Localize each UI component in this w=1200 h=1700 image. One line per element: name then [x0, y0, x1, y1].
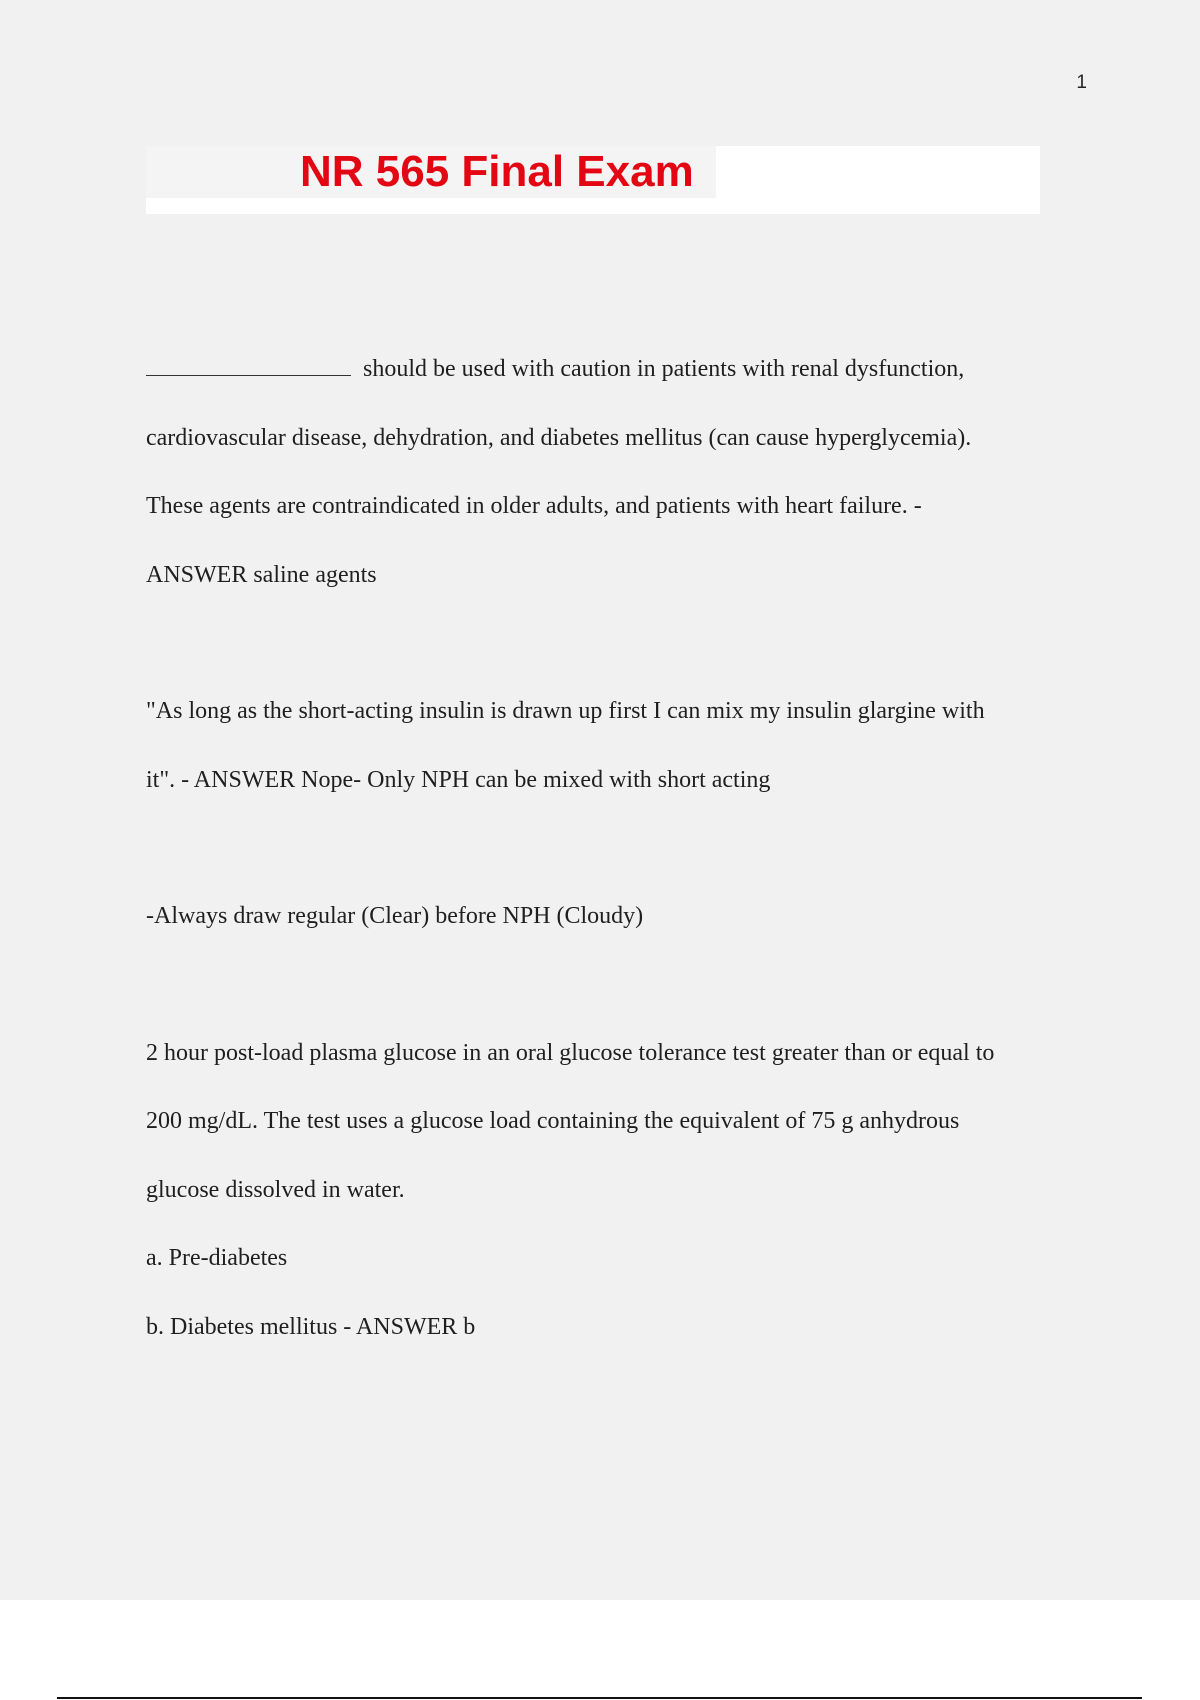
- question-line: 200 mg/dL. The test uses a glucose load containing the equivalent of 75 g anhydrous: [146, 1108, 960, 1134]
- question-block-4: [146, 1019, 1088, 1362]
- question-block-2: [146, 677, 1088, 814]
- spacer: [146, 814, 1088, 882]
- page-number: 1: [1076, 72, 1087, 93]
- question-text: should be used with caution in patients with renal dysfunction,: [363, 356, 965, 382]
- footer-divider: [57, 1697, 1142, 1699]
- option-a: a. Pre-diabetes: [146, 1245, 288, 1271]
- fill-in-blank: [146, 355, 351, 376]
- page-footer-area: [0, 1600, 1200, 1700]
- answer-line: ANSWER saline agents: [146, 561, 377, 588]
- question-line: glucose dissolved in water.: [146, 1176, 405, 1203]
- document-title: NR 565 Final Exam: [300, 147, 694, 196]
- question-line: These agents are contraindicated in older adults, and patients with heart failure. -: [146, 493, 922, 519]
- option-b-answer: b. Diabetes mellitus - ANSWER b: [146, 1313, 476, 1340]
- note-line: -Always draw regular (Clear) before NPH (Cloudy): [146, 903, 644, 929]
- question-line: 2 hour post-load plasma glucose in an oral glucose tolerance test greater than or equal to: [146, 1039, 995, 1066]
- answer-line: it". - ANSWER Nope- Only NPH can be mixed with short acting: [146, 766, 771, 793]
- spacer: [146, 609, 1088, 677]
- exam-content: [146, 335, 1088, 1361]
- spacer: [146, 951, 1088, 1019]
- question-line: [146, 335, 1088, 404]
- question-line: cardiovascular disease, dehydration, and diabetes mellitus (can cause hyperglycemia).: [146, 424, 972, 451]
- title-banner: [146, 146, 1040, 214]
- question-line: "As long as the short-acting insulin is drawn up first I can mix my insulin glargine with: [146, 698, 985, 724]
- question-block-1: [146, 335, 1088, 609]
- note-block: [146, 882, 1088, 951]
